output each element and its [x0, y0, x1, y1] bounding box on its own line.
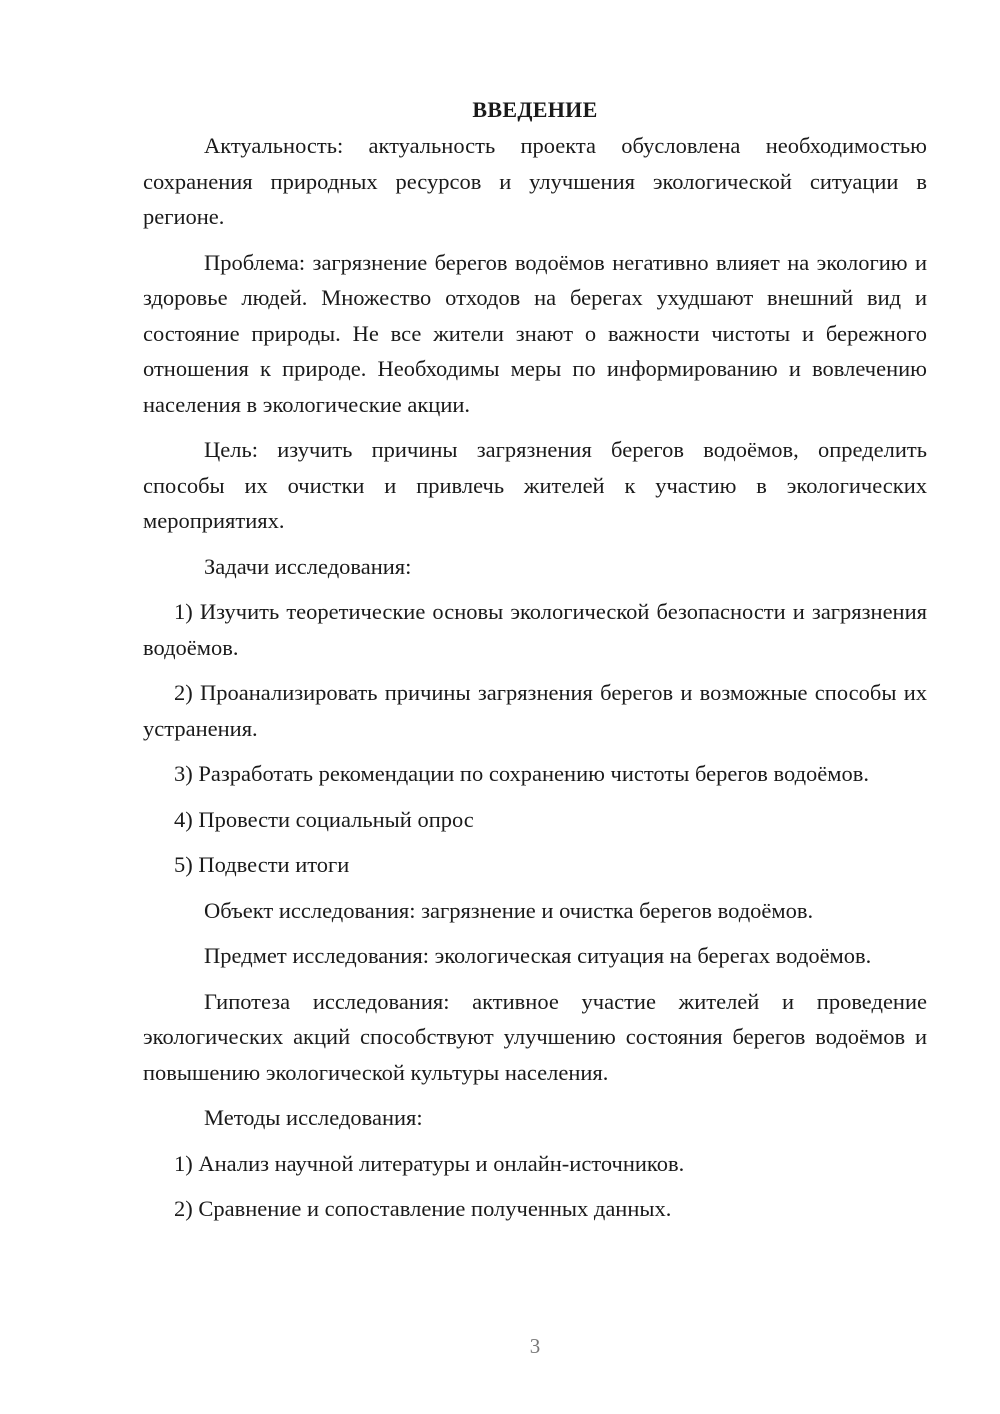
page-content: [143, 92, 927, 1237]
goal-paragraph: Цель: изучить причины загрязнения берегов водоёмов, определить способы их очистки и привлечь жителей к участию в экологических мероприятиях.: [143, 437, 927, 533]
tasks-heading: Задачи исследования:: [204, 553, 412, 579]
method-item-2: 2) Сравнение и сопоставление полученных данных.: [174, 1196, 672, 1221]
task-item-5: 5) Подвести итоги: [174, 852, 350, 877]
hypothesis-paragraph: Гипотеза исследования: активное участие жителей и проведение экологических акций способствуют улучшению состояния берегов водоёмов и повышению экологической культуры населения.: [143, 988, 927, 1085]
methods-heading: Методы исследования:: [204, 1105, 423, 1130]
method-item-1: 1) Анализ научной литературы и онлайн-источников.: [174, 1150, 685, 1176]
subject-paragraph: Предмет исследования: экологическая ситуация на берегах водоёмов.: [204, 943, 872, 968]
task-item-2: 2) Проанализировать причины загрязнения берегов и возможные способы их устранения.: [143, 680, 927, 741]
task-item-3: 3) Разработать рекомендации по сохранению чистоты берегов водоёмов.: [174, 761, 869, 786]
task-item-1: 1) Изучить теоретические основы экологической безопасности и загрязнения водоёмов.: [143, 599, 927, 660]
relevance-paragraph: Актуальность: актуальность проекта обусловлена необходимостью сохранения природных ресурсов и улучшения экологической ситуации в регионе.: [143, 133, 927, 229]
object-paragraph: Объект исследования: загрязнение и очистка берегов водоёмов.: [204, 897, 814, 923]
task-item-4: 4) Провести социальный опрос: [174, 806, 474, 832]
page-number: 3: [529, 1334, 541, 1358]
page-title: ВВЕДЕНИЕ: [472, 97, 598, 122]
problem-paragraph: Проблема: загрязнение берегов водоёмов негативно влияет на экологию и здоровье людей. Множество отходов на берегах ухудшают внешний вид и состояние природы. Не все жители знают о важности чистоты и бережного отношения к природе. Необходимы меры по информированию и вовлечению населения в экологические акции.: [143, 249, 927, 417]
